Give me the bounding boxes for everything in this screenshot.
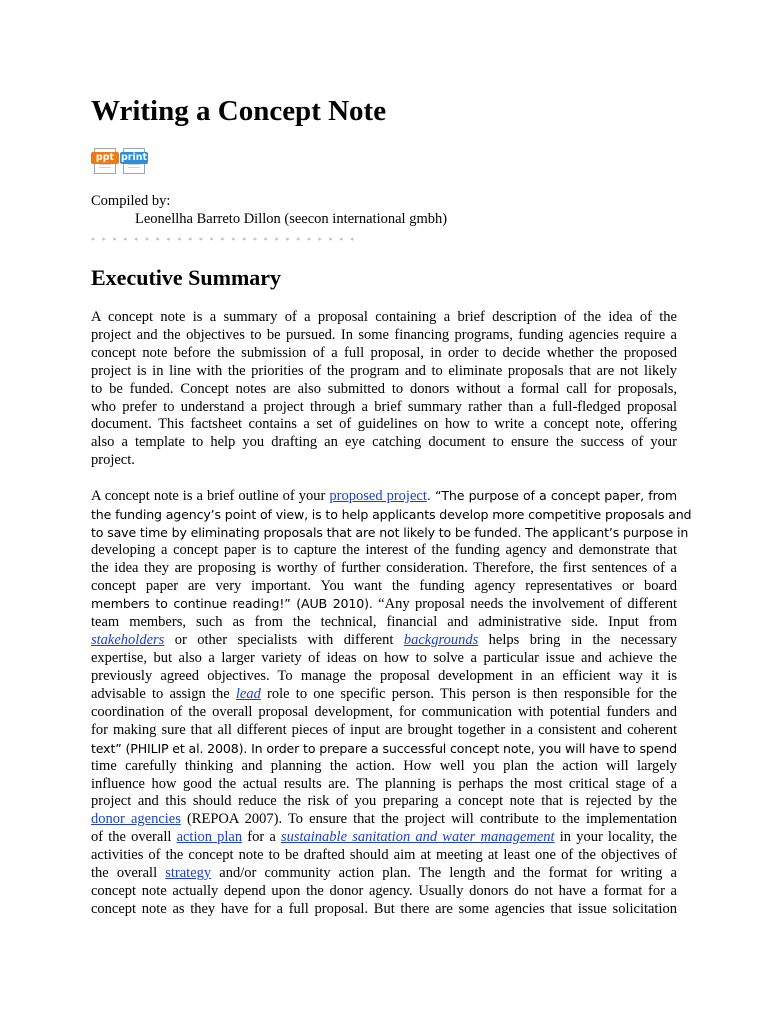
paragraph-2-line: expertise, but also a larger variety of ideas on how to solve a particular issue and achieve the <box>91 650 677 667</box>
text-span: A concept note is a brief outline of your <box>91 488 330 504</box>
paragraph-1 <box>91 309 677 470</box>
section-heading: Executive Summary <box>91 265 282 290</box>
paragraph-2-line: concept note actually depend upon the donor agency. Usually donors do not have a format for a <box>91 882 677 899</box>
print-icon[interactable] <box>120 148 148 174</box>
text-span: or other specialists with different <box>164 632 404 649</box>
paragraph-2-line: coordination of the overall proposal development, for communication with potential funders and <box>91 703 677 720</box>
paragraph-2-line <box>91 632 677 650</box>
paragraph-2-line <box>91 811 677 829</box>
sustainable-sanitation-link[interactable]: sustainable sanitation and water management <box>280 829 555 846</box>
donor-agencies-link[interactable]: donor agencies <box>91 811 181 828</box>
paragraph-2-line: to save time by eliminating proposals that are not likely to be funded. The applicant’s purpose in <box>91 524 689 540</box>
quote-span: members to continue reading!” (AUB 2010). <box>91 596 373 612</box>
paragraph-1-line: also a template to help you drafting an eye catching document to ensure the success of your <box>91 434 677 451</box>
paragraph-1-line: project and the objectives to be pursued. In some financing programs, funding agencies require a <box>91 326 677 343</box>
paragraph-2-line: text” (PHILIP et al. 2008). In order to prepare a successful concept note, you will have to spend <box>91 740 677 756</box>
ppt-label: ppt <box>91 152 119 164</box>
text-span: (REPOA 2007). To ensure that the project will contribute to the implementation <box>180 811 677 828</box>
paragraph-2-line: previously agreed objectives. To manage the proposal development in an efficient way it is <box>91 668 677 685</box>
page-title: Writing a Concept Note <box>91 95 387 127</box>
paragraph-2-line: activities of the concept note to be drafted should aim at meeting at least one of the objectives of <box>91 847 677 864</box>
paragraph-1-line: project is in line with the priorities of the program and to eliminate proposals that are not likely <box>91 362 677 379</box>
paragraph-2-line: influence how good the actual results are. The planning is perhaps the most critical stage of a <box>91 775 677 792</box>
ppt-export-icon[interactable] <box>91 148 119 174</box>
paragraph-2-line: concept note as they have for a full proposal. But there are some agencies that issue solicitation <box>91 900 677 917</box>
separator-dots: * * * * * * * * * * * * * * * * * * * * * * * * * <box>91 236 357 245</box>
paragraph-1-line: project. <box>91 452 135 469</box>
paragraph-2-line: concept paper are very important. You want the funding agency representatives or board <box>91 577 677 594</box>
text-span: advisable to assign the <box>91 685 236 702</box>
proposed-project-link[interactable]: proposed project <box>329 488 427 504</box>
paragraph-1-line: document. This factsheet contains a set of guidelines on how to write a concept note, offering <box>91 416 677 433</box>
paragraph-2-line <box>91 487 677 506</box>
paragraph-1-line: concept note before the submission of a full proposal, in order to decide whether the proposed <box>91 344 677 361</box>
text-span: and/or community action plan. The length and the format for writing a <box>211 865 677 882</box>
print-label: print <box>120 152 148 163</box>
paragraph-2-line: time carefully thinking and planning the action. How well you plan the action will largely <box>91 757 677 774</box>
compiled-by-label: Compiled by: <box>91 193 171 209</box>
action-plan-link[interactable]: action plan <box>176 829 243 846</box>
paragraph-2-line: developing a concept paper is to capture the interest of the funding agency and demonstrate that <box>91 541 677 558</box>
paragraph-2-line: the idea they are proposing is worthy of further consideration. Therefore, the first sentences of a <box>91 559 677 576</box>
text-span: for a <box>242 829 281 846</box>
paragraph-2-line: team members, such as from the technical, financial and administrative side. Input from <box>91 614 677 631</box>
strategy-link[interactable]: strategy <box>165 865 212 882</box>
quote-span: . “The purpose of a concept paper, from <box>426 488 677 503</box>
paragraph-2-line <box>91 595 677 614</box>
text-span: helps bring in the necessary <box>478 632 677 649</box>
paragraph-1-line: to be funded. Concept notes are also submitted to donors without a formal call for proposals, <box>91 380 677 397</box>
paragraph-2-line: the funding agency’s point of view, is to help applicants develop more competitive proposals and <box>91 506 692 522</box>
paragraph-1-line: who prefer to understand a project through a brief summary rather than a full-fledged proposal <box>91 398 677 415</box>
paragraph-2-line <box>91 865 677 883</box>
paragraph-1-line: A concept note is a summary of a proposal containing a brief description of the idea of the <box>91 309 677 325</box>
text-span: “Any proposal needs the involvement of different <box>372 596 677 613</box>
text-span: the overall <box>91 865 166 882</box>
paragraph-2-line <box>91 829 677 847</box>
stakeholders-link[interactable]: stakeholders <box>91 632 165 649</box>
text-span: in your locality, the <box>554 829 677 846</box>
backgrounds-link[interactable]: backgrounds <box>403 632 479 649</box>
lead-link[interactable]: lead <box>235 685 261 702</box>
paragraph-2-line <box>91 686 677 704</box>
text-span: role to one specific person. This person is then responsible for the <box>260 685 677 702</box>
compiled-by-author: Leonellha Barreto Dillon (seecon international gmbh) <box>135 211 448 227</box>
export-toolbar <box>91 148 148 174</box>
paragraph-2 <box>91 487 692 919</box>
paragraph-2-line: project and this should reduce the risk of you preparing a concept note that is rejected by the <box>91 793 677 810</box>
paragraph-2-line: for making sure that all different pieces of input are brought together in a consistent and coherent <box>91 721 677 738</box>
text-span: of the overall <box>91 829 177 846</box>
